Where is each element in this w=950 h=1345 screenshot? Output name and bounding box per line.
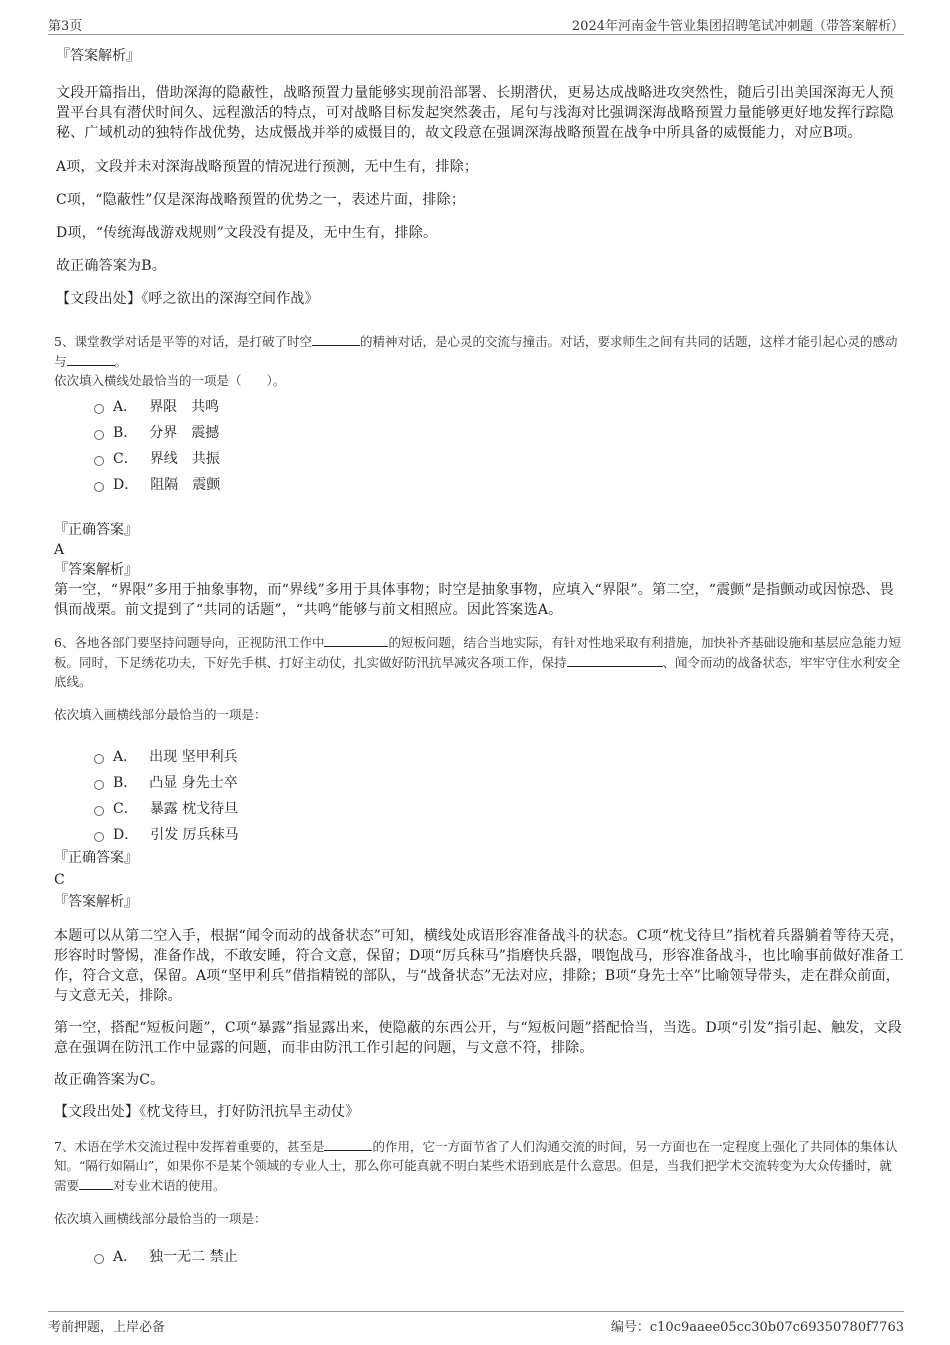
conclusion: 故正确答案为B。	[56, 258, 166, 274]
option-b[interactable]	[94, 770, 904, 796]
radio-icon[interactable]	[94, 430, 104, 440]
option-letter: C．	[113, 801, 138, 817]
analysis-label: 『答案解析』	[54, 562, 138, 578]
blank-line	[324, 1136, 372, 1151]
answer-value: C	[54, 872, 65, 888]
radio-icon[interactable]	[94, 754, 104, 764]
analysis-text-1: 本题可以从第二空入手，根据“闻令而动的战备状态”可知，横线处成语形容准备战斗的状态。C项“枕戈待旦”指枕着兵器躺着等待天亮，形容时时警惕，准备作战，不敢安睡，符合文意，保留；D项“厉兵秣马”指磨快兵器，喂饱战马，形容准备战斗，也比喻事前做好准备工作，符合文意，保留。A项“坚甲利兵”借指精锐的部队，与“战备状态”无法对应，排除；B项“身先士卒”比喻领导带头，走在群众前面，与文意无关，排除。	[54, 928, 904, 1004]
footer-slogan: 考前押题，上岸必备	[48, 1320, 166, 1335]
question-stem	[54, 632, 904, 691]
question-prompt: 依次填入画横线部分最恰当的一项是：	[54, 707, 267, 722]
question-5	[54, 331, 904, 620]
question-6	[54, 632, 904, 1122]
question-stem	[54, 1136, 904, 1195]
document-serial: 编号：c10c9aaee05cc30b07c69350780f7763	[610, 1320, 904, 1335]
blank-line	[567, 652, 663, 667]
document-title: 2024年河南金牛管业集团招聘笔试冲刺题（带答案解析）	[571, 19, 904, 34]
option-a[interactable]	[94, 744, 904, 770]
option-text: 界限 共鸣	[149, 399, 220, 415]
stem-part: 的作用，它一方面节省了人们沟通交流的时间，另一方面也在一定程度上强化了共同体的集体认知。“隔行如隔山”，如果你不是某个领域的专业人士，那么你可能真就不明白某些术语到底是什么意思。但是，当我们把学术交流转变为大众传播时，就需要	[54, 1139, 898, 1193]
conclusion: 故正确答案为C。	[54, 1072, 165, 1088]
radio-icon[interactable]	[94, 780, 104, 790]
analysis-option-a: A项，文段并未对深海战略预置的情况进行预测，无中生有，排除；	[56, 159, 479, 175]
analysis-option-c: C项，“隐蔽性”仅是深海战略预置的优势之一，表述片面，排除；	[56, 192, 466, 208]
stem-part: 。	[114, 354, 128, 369]
option-a[interactable]	[94, 1244, 904, 1270]
blank-line	[67, 351, 115, 366]
option-d[interactable]	[94, 472, 904, 498]
radio-icon[interactable]	[94, 806, 104, 816]
option-text: 分界 震撼	[149, 425, 220, 441]
stem-part: 的精神对话，是心灵的交流与撞击。对话，要求师生之间有共同的话题，这样才能引起心灵的感动与	[54, 334, 898, 369]
blank-line	[79, 1175, 113, 1190]
option-letter: D．	[113, 477, 139, 493]
source-citation: 【文段出处】《呼之欲出的深海空间作战》	[56, 291, 319, 307]
radio-icon[interactable]	[94, 482, 104, 492]
stem-part: 7、术语在学术交流过程中发挥着重要的，甚至是	[54, 1139, 325, 1154]
radio-icon[interactable]	[94, 456, 104, 466]
radio-icon[interactable]	[94, 832, 104, 842]
question-7	[54, 1136, 904, 1270]
stem-part: 6、各地各部门要坚持问题导向，正视防汛工作中	[54, 635, 325, 650]
page-number: 第3页	[48, 19, 83, 34]
option-text: 独一无二 禁止	[149, 1249, 238, 1265]
option-a[interactable]	[94, 394, 904, 420]
option-c[interactable]	[94, 796, 904, 822]
option-list	[94, 1244, 904, 1270]
source-citation: 【文段出处】《枕戈待旦，打好防汛抗旱主动仗》	[54, 1104, 360, 1120]
analysis-option-d: D项，“传统海战游戏规则”文段没有提及，无中生有，排除。	[56, 225, 438, 241]
option-letter: B．	[113, 775, 138, 791]
option-d[interactable]	[94, 822, 904, 848]
option-text: 暴露 枕戈待旦	[149, 801, 239, 817]
option-text: 凸显 身先士卒	[149, 775, 238, 791]
blank-line	[312, 331, 360, 346]
stem-part: 对专业术语的使用。	[113, 1178, 226, 1193]
option-list	[94, 744, 904, 848]
analysis-text-2: 第一空，搭配“短板问题”，C项“暴露”指显露出来，使隐蔽的东西公开，与“短板问题”搭配恰当，当选。D项“引发”指引起、触发，文段意在强调在防汛工作中显露的问题，而非由防汛工作引起的问题，与文意不符，排除。	[54, 1020, 902, 1056]
analysis-label: 『答案解析』	[56, 48, 140, 64]
option-letter: A．	[113, 749, 138, 765]
stem-part: 5、课堂教学对话是平等的对话，是打破了时空	[54, 334, 312, 349]
analysis-label: 『答案解析』	[54, 894, 138, 910]
option-letter: C．	[113, 451, 138, 467]
option-letter: B．	[113, 425, 138, 441]
option-letter: A．	[113, 1249, 138, 1265]
option-b[interactable]	[94, 420, 904, 446]
option-letter: D．	[113, 827, 139, 843]
option-c[interactable]	[94, 446, 904, 472]
option-list	[94, 394, 904, 498]
option-text: 出现 坚甲利兵	[149, 749, 238, 765]
answer-value: A	[54, 542, 65, 558]
analysis-text: 文段开篇指出，借助深海的隐蔽性，战略预置力量能够实现前沿部署、长期潜伏，更易达成战略进攻突然性，随后引出美国深海无人预置平台具有潜伏时间久、远程激活的特点，可对战略目标发起突然袭击，尾句与浅海对比强调深海战略预置力量能够更好地发挥行踪隐秘、广域机动的独特作战优势，达成慑战并举的威慑目的，故文段意在强调深海战略预置在战争中所具备的威慑能力，对应B项。	[56, 85, 894, 141]
page-header	[48, 12, 904, 35]
question-stem	[54, 331, 904, 371]
answer-label: 『正确答案』	[54, 850, 138, 866]
blank-line	[324, 632, 388, 647]
question-prompt: 依次填入横线处最恰当的一项是（ ）。	[54, 373, 286, 388]
radio-icon[interactable]	[94, 1254, 104, 1264]
option-text: 引发 厉兵秣马	[150, 827, 239, 843]
answer-label: 『正确答案』	[54, 522, 138, 538]
page-content	[56, 44, 904, 1270]
option-text: 阻隔 震颤	[150, 477, 221, 493]
option-text: 界线 共振	[149, 451, 220, 467]
stem-part: 的短板问题，结合当地实际，有针对性地采取有利措施，加快补齐基础设施和基层应急能力短板。同时，下足绣花功夫，下好先手棋、打好主动仗，扎实做好防汛抗旱减灾各项工作，保持	[54, 635, 901, 670]
question-prompt: 依次填入画横线部分最恰当的一项是：	[54, 1211, 267, 1226]
option-letter: A．	[113, 399, 138, 415]
page-footer	[48, 1311, 904, 1336]
stem-part: 、闻令而动的战备状态，牢牢守住水利安全底线。	[54, 655, 901, 689]
radio-icon[interactable]	[94, 404, 104, 414]
analysis-text: 第一空，“界限”多用于抽象事物，而“界线”多用于具体事物；时空是抽象事物，应填入“界限”。第二空，“震颤”是指颤动或因惊恐、畏惧而战栗。前文提到了“共同的话题”，“共鸣”能够与前文相照应。因此答案选A。	[54, 582, 894, 618]
